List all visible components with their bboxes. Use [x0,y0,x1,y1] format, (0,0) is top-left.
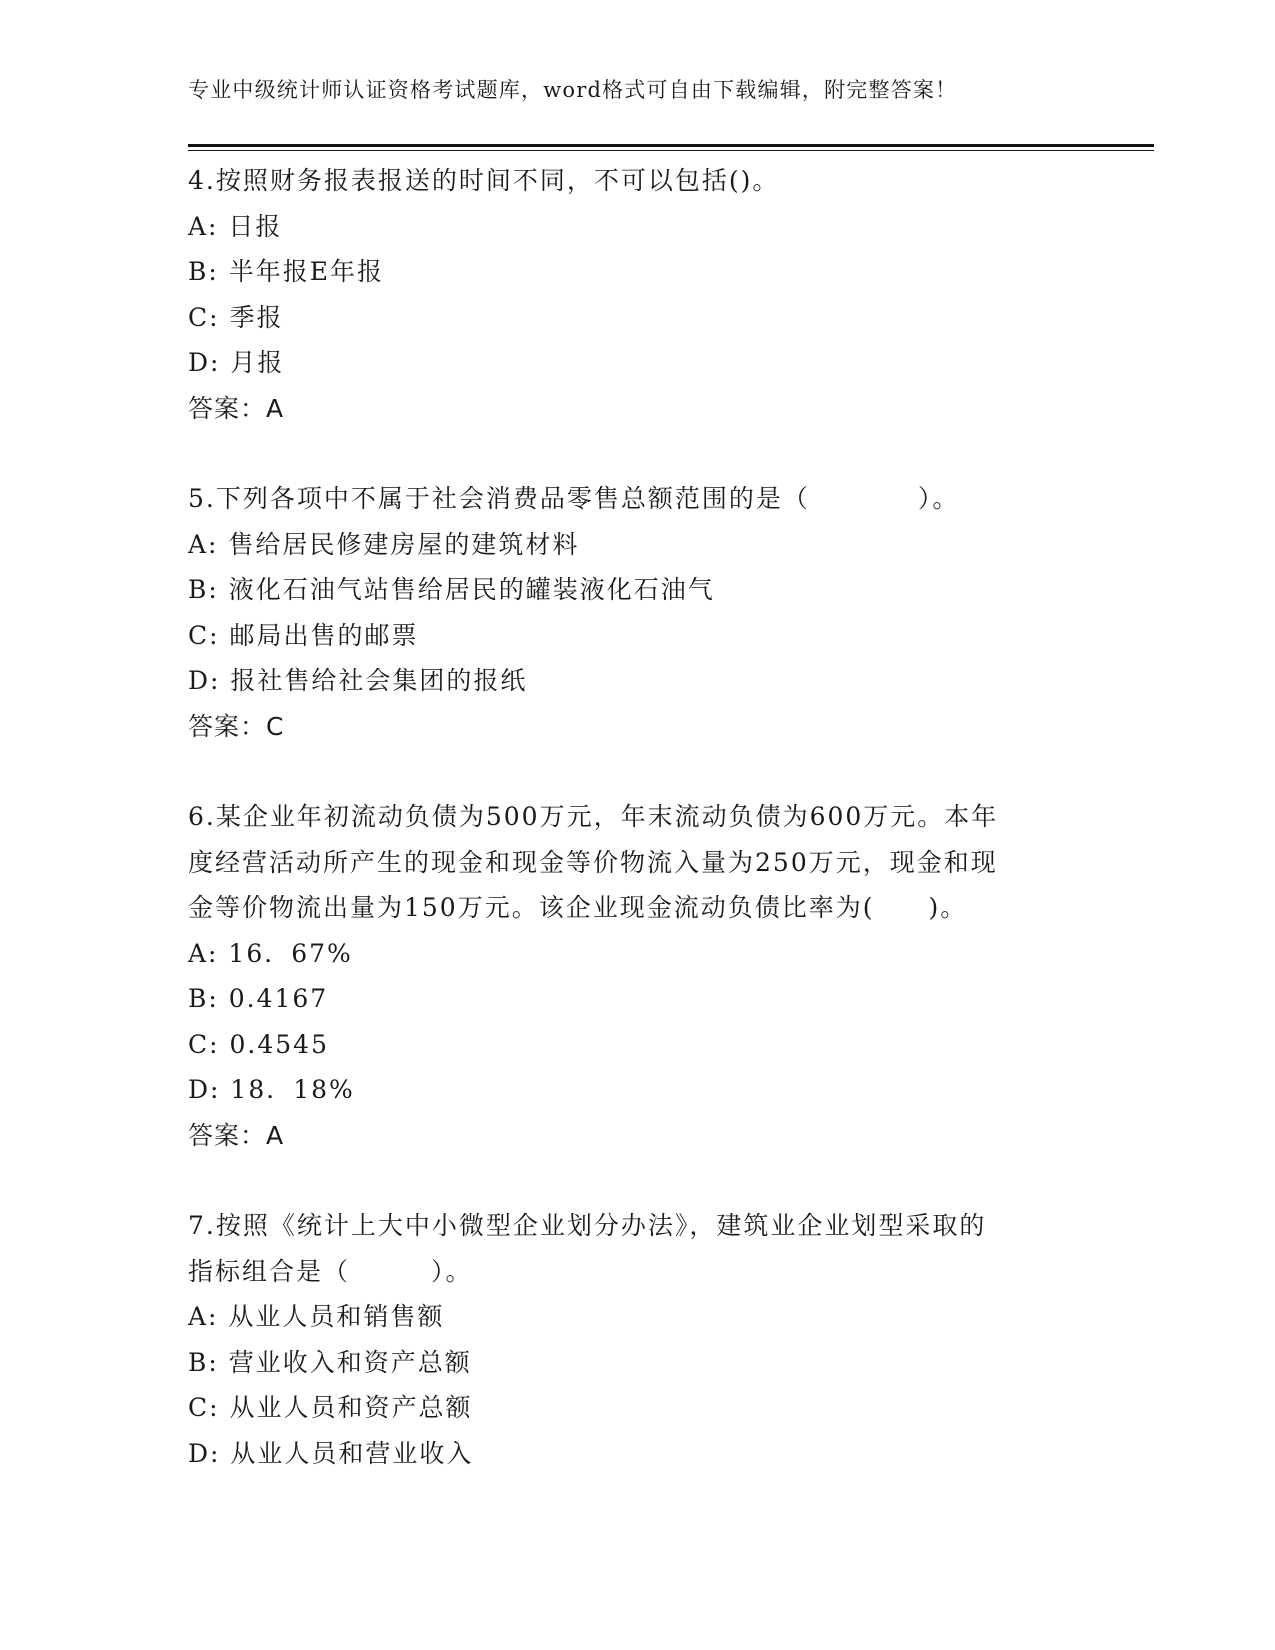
option-a: A: 从业人员和销售额 [188,1302,445,1331]
question-list [188,158,1088,1476]
option-d: D: 月报 [188,348,285,377]
option-c: C: 季报 [188,302,284,332]
question-gap [188,1158,1088,1203]
option-b: B: 液化石油气站售给居民的罐装液化石油气 [188,575,715,604]
header-rule-thick [188,144,1154,147]
answer: 答案：A [188,1120,285,1150]
answer: 答案：C [188,711,285,741]
question-4 [188,158,1088,431]
question-7 [188,1203,1088,1476]
option-a: A: 16．67% [188,938,353,968]
option-c: C: 从业人员和资产总额 [188,1393,473,1422]
option-d: D: 18．18% [188,1075,355,1104]
question-stem [188,476,1088,522]
question-stem [188,1203,1088,1294]
stem-line: 度经营活动所产生的现金和现金等价物流入量为250万元，现金和现 [188,847,998,877]
header-rule-thin [188,150,1154,151]
option-b: B: 半年报E年报 [188,257,384,286]
option-b: B: 0.4167 [188,984,329,1013]
stem-line: 5.下列各项中不属于社会消费品零售总额范围的是（ ）。 [188,484,960,513]
stem-line: 7.按照《统计上大中小微型企业划分办法》，建筑业企业划型采取的 [188,1211,987,1240]
option-a: A: 日报 [188,211,283,241]
option-a: A: 售给居民修建房屋的建筑材料 [188,529,580,559]
option-c: C: 邮局出售的邮票 [188,620,419,650]
question-5 [188,476,1088,749]
answer: 答案：A [188,393,285,423]
option-b: B: 营业收入和资产总额 [188,1347,472,1377]
page-header: 专业中级统计师认证资格考试题库，word格式可自由下载编辑，附完整答案！ [188,78,958,102]
stem-line: 指标组合是（ ）。 [188,1256,473,1286]
question-6 [188,794,1088,1158]
option-c: C: 0.4545 [188,1029,329,1059]
question-stem [188,158,1088,204]
option-d: D: 从业人员和营业收入 [188,1438,474,1468]
option-d: D: 报社售给社会集团的报纸 [188,666,528,695]
question-gap [188,431,1088,476]
question-stem [188,794,1088,931]
stem-line: 4.按照财务报表报送的时间不同，不可以包括()。 [188,166,780,195]
stem-line: 6.某企业年初流动负债为500万元，年末流动负债为600万元。本年 [188,802,999,831]
stem-line: 金等价物流出量为150万元。该企业现金流动负债比率为( )。 [188,893,968,922]
question-gap [188,749,1088,794]
